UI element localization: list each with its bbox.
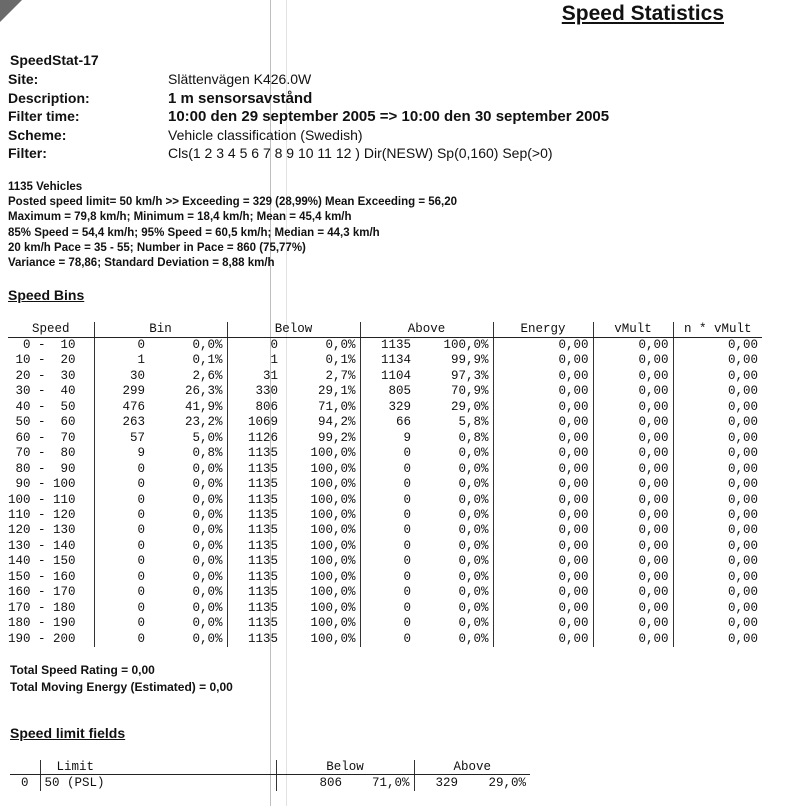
cell-bin-count: 476 [122,399,145,414]
table-row [8,616,762,631]
column-header-below: Below [227,322,360,338]
cell-below-percent: 99,2% [282,431,360,446]
cell-n-vmult: 0,00 [728,569,759,584]
cell-below-count: 1135 [248,523,279,538]
cell-below-percent: 100,0% [282,462,360,477]
cell-energy: 0,00 [493,585,593,600]
cell-above-percent: 0,0% [415,632,493,647]
cell-energy: 0,00 [493,415,593,430]
cell-n-vmult: 0,00 [728,446,759,461]
cell-above-percent: 29,0% [415,400,493,415]
column-header-bin: Bin [94,322,227,338]
cell-limit: 50 (PSL) [40,775,276,792]
cell-speed: 70 - 80 [8,446,94,461]
meta-label: Filter time: [8,108,80,124]
report-title: Speed Statistics [561,2,724,25]
cell-bin-percent: 0,0% [149,585,227,600]
cell-limit-index: 0 [10,775,40,792]
table-row [8,353,762,368]
cell-n-vmult: 0,00 [728,554,759,569]
cell-energy: 0,00 [493,338,593,354]
cell-bin-count: 0 [137,538,145,553]
cell-limit-above-percent: 29,0% [488,776,527,790]
cell-energy: 0,00 [493,446,593,461]
speed-bins-header-row [8,322,762,338]
summary-line: Variance = 78,86; Standard Deviation = 8,88 km/h [8,256,275,269]
column-header-energy: Energy [493,322,593,338]
cell-bin-count: 0 [137,616,145,631]
cell-bin-percent: 0,0% [149,523,227,538]
cell-below-count: 31 [263,368,279,383]
cell-below-percent: 100,0% [282,493,360,508]
cell-energy: 0,00 [493,477,593,492]
cell-energy: 0,00 [493,462,593,477]
report-id: SpeedStat-17 [10,52,99,68]
cell-bin-count: 57 [129,430,145,445]
meta-row [8,126,609,145]
cell-n-vmult: 0,00 [728,368,759,383]
cell-above-count: 0 [403,523,412,538]
totals-block [10,662,233,695]
table-row [8,585,762,600]
cell-speed: 80 - 90 [8,462,94,477]
cell-bin-percent: 0,0% [149,632,227,647]
meta-row [8,89,609,108]
cell-below-count: 1135 [248,616,279,631]
cell-bin-percent: 0,0% [149,493,227,508]
cell-bin-percent: 23,2% [149,415,227,430]
table-row [8,554,762,569]
meta-value: Vehicle classification (Swedish) [168,126,363,143]
cell-above-count: 0 [403,554,412,569]
cell-energy: 0,00 [493,570,593,585]
cell-above-percent: 70,9% [415,384,493,399]
cell-bin-count: 9 [137,446,145,461]
cell-above-percent: 0,0% [415,616,493,631]
cell-above-count: 0 [403,569,412,584]
cell-bin-count: 0 [137,631,145,646]
cell-below-count: 1135 [248,600,279,615]
cell-energy: 0,00 [493,632,593,647]
cell-bin-count: 1 [137,353,145,368]
cell-below-percent: 100,0% [282,632,360,647]
cell-vmult: 0,00 [593,632,673,647]
table-row [8,431,762,446]
speed-limit-header-row [10,760,530,775]
cell-bin-percent: 0,0% [149,462,227,477]
cell-below-percent: 0,0% [282,338,360,354]
cell-n-vmult: 0,00 [728,600,759,615]
cell-below-count: 0 [270,338,279,352]
cell-bin-percent: 0,1% [149,353,227,368]
cell-speed: 120 - 130 [8,523,94,538]
cell-bin-count: 299 [122,384,145,399]
cell-speed: 170 - 180 [8,601,94,616]
cell-bin-percent: 41,9% [149,400,227,415]
cell-n-vmult: 0,00 [728,631,759,646]
cell-bin-percent: 0,8% [149,446,227,461]
meta-value: Slättenvägen K426.0W [168,71,312,87]
meta-value: 10:00 den 29 september 2005 => 10:00 den 30 september 2005 [168,108,610,125]
column-header-speed: Speed [8,322,94,338]
cell-vmult: 0,00 [593,539,673,554]
cell-above-count: 1135 [381,338,412,352]
table-row [8,338,762,354]
total-moving-energy: Total Moving Energy (Estimated) = 0,00 [10,679,233,694]
table-row [8,523,762,538]
cell-above-count: 0 [403,446,412,461]
cell-vmult: 0,00 [593,369,673,384]
meta-value: 1 m sensorsavstånd [168,89,313,107]
cell-energy: 0,00 [493,601,593,616]
cell-vmult: 0,00 [593,508,673,523]
page-corner-mark [0,0,22,22]
cell-below-percent: 100,0% [282,616,360,631]
cell-speed: 0 - 10 [8,338,94,354]
cell-speed: 20 - 30 [8,369,94,384]
cell-energy: 0,00 [493,554,593,569]
cell-bin-percent: 2,6% [149,369,227,384]
cell-vmult: 0,00 [593,585,673,600]
cell-bin-count: 263 [122,415,145,430]
cell-speed: 190 - 200 [8,632,94,647]
cell-below-percent: 100,0% [282,585,360,600]
column-header-limit-above: Above [414,760,530,775]
cell-energy: 0,00 [493,539,593,554]
cell-bin-percent: 0,0% [149,508,227,523]
cell-above-count: 0 [403,585,412,600]
speed-limit-table [10,760,530,791]
meta-label: Filter: [8,145,47,161]
cell-vmult: 0,00 [593,477,673,492]
cell-n-vmult: 0,00 [728,477,759,492]
cell-above-count: 0 [403,507,412,522]
cell-above-percent: 99,9% [415,353,493,368]
cell-n-vmult: 0,00 [728,384,759,399]
cell-below-count: 1135 [248,569,279,584]
cell-bin-count: 0 [137,492,145,507]
cell-limit-below-count: 806 [319,776,342,790]
cell-below-count: 1135 [248,538,279,553]
cell-above-count: 66 [396,415,412,430]
cell-speed: 90 - 100 [8,477,94,492]
cell-limit-below-percent: 71,0% [346,775,414,792]
cell-below-percent: 100,0% [282,539,360,554]
speed-bins-heading: Speed Bins [8,287,85,303]
cell-vmult: 0,00 [593,554,673,569]
cell-above-count: 1134 [381,353,412,368]
column-header-limit-below: Below [276,760,414,775]
cell-vmult: 0,00 [593,446,673,461]
cell-bin-count: 0 [137,554,145,569]
cell-speed: 50 - 60 [8,415,94,430]
cell-above-percent: 100,0% [415,338,493,354]
cell-above-count: 329 [388,399,412,414]
cell-above-percent: 0,0% [415,585,493,600]
cell-above-count: 0 [403,538,412,553]
cell-n-vmult: 0,00 [728,616,759,631]
cell-below-percent: 100,0% [282,508,360,523]
cell-energy: 0,00 [493,616,593,631]
cell-energy: 0,00 [493,400,593,415]
cell-energy: 0,00 [493,508,593,523]
cell-speed: 60 - 70 [8,431,94,446]
cell-speed: 180 - 190 [8,616,94,631]
cell-energy: 0,00 [493,493,593,508]
table-row [8,632,762,647]
cell-n-vmult: 0,00 [728,585,759,600]
cell-bin-count: 0 [137,600,145,615]
cell-below-percent: 100,0% [282,523,360,538]
cell-below-count: 806 [255,399,279,414]
column-header-limit: Limit [40,760,276,775]
cell-above-percent: 0,0% [415,554,493,569]
table-row [8,493,762,508]
cell-n-vmult: 0,00 [728,353,759,368]
cell-above-count: 9 [403,430,412,445]
cell-above-percent: 0,0% [415,462,493,477]
cell-below-count: 1135 [248,477,279,492]
cell-vmult: 0,00 [593,415,673,430]
cell-bin-count: 0 [137,477,145,492]
cell-n-vmult: 0,00 [728,523,759,538]
cell-energy: 0,00 [493,523,593,538]
cell-bin-percent: 0,0% [149,570,227,585]
cell-below-count: 1135 [248,446,279,461]
cell-below-percent: 29,1% [282,384,360,399]
cell-above-count: 0 [403,616,412,631]
summary-line: 1135 Vehicles [8,181,83,193]
cell-above-count: 0 [403,631,412,646]
cell-speed: 140 - 150 [8,554,94,569]
cell-above-percent: 0,0% [415,523,493,538]
cell-below-count: 330 [255,384,279,399]
cell-bin-count: 0 [137,461,145,476]
cell-n-vmult: 0,00 [728,461,759,476]
cell-speed: 30 - 40 [8,384,94,399]
cell-above-percent: 0,8% [415,431,493,446]
cell-above-count: 0 [403,477,412,492]
cell-energy: 0,00 [493,369,593,384]
cell-bin-percent: 26,3% [149,384,227,399]
cell-bin-count: 0 [137,569,145,584]
summary-line: Posted speed limit= 50 km/h >> Exceeding = 329 (28,99%) Mean Exceeding = 56,20 [8,196,458,209]
cell-below-percent: 0,1% [282,353,360,368]
cell-vmult: 0,00 [593,523,673,538]
table-row [8,462,762,477]
cell-above-percent: 0,0% [415,493,493,508]
table-row [8,369,762,384]
cell-above-count: 805 [388,384,412,399]
cell-energy: 0,00 [493,431,593,446]
table-row [8,415,762,430]
cell-bin-count: 0 [137,585,145,600]
cell-speed: 10 - 20 [8,353,94,368]
cell-vmult: 0,00 [593,570,673,585]
cell-below-count: 1135 [248,554,279,569]
cell-vmult: 0,00 [593,462,673,477]
table-row [10,775,530,792]
cell-bin-count: 30 [129,368,145,383]
cell-vmult: 0,00 [593,338,673,354]
table-row [8,570,762,585]
cell-above-percent: 0,0% [415,477,493,492]
cell-bin-percent: 0,0% [149,554,227,569]
cell-n-vmult: 0,00 [728,538,759,553]
cell-below-count: 1135 [248,507,279,522]
cell-vmult: 0,00 [593,493,673,508]
cell-above-percent: 0,0% [415,508,493,523]
cell-bin-percent: 0,0% [149,616,227,631]
cell-speed: 150 - 160 [8,570,94,585]
cell-below-percent: 2,7% [282,369,360,384]
cell-energy: 0,00 [493,353,593,368]
cell-above-percent: 5,8% [415,415,493,430]
cell-n-vmult: 0,00 [728,492,759,507]
cell-speed: 130 - 140 [8,539,94,554]
meta-value: Cls(1 2 3 4 5 6 7 8 9 10 11 12 ) Dir(NESW) Sp(0,160) Sep(>0) [168,145,553,161]
cell-speed: 100 - 110 [8,493,94,508]
cell-below-count: 1 [270,353,279,368]
cell-below-percent: 100,0% [282,554,360,569]
summary-line: 20 km/h Pace = 35 - 55; Number in Pace = 860 (75,77%) [8,241,306,254]
cell-below-percent: 100,0% [282,601,360,616]
cell-speed: 40 - 50 [8,400,94,415]
cell-above-percent: 0,0% [415,570,493,585]
table-row [8,601,762,616]
cell-bin-percent: 0,0% [149,601,227,616]
speed-limit-fields-heading: Speed limit fields [10,725,126,741]
statistics-summary [8,180,457,271]
cell-vmult: 0,00 [593,384,673,399]
cell-below-percent: 100,0% [282,570,360,585]
cell-energy: 0,00 [493,384,593,399]
report-meta [8,70,609,163]
cell-below-count: 1135 [248,461,279,476]
cell-n-vmult: 0,00 [728,430,759,445]
cell-bin-percent: 0,0% [149,477,227,492]
table-row [8,384,762,399]
cell-vmult: 0,00 [593,601,673,616]
cell-below-count: 1135 [248,631,279,646]
summary-line: Maximum = 79,8 km/h; Minimum = 18,4 km/h; Mean = 45,4 km/h [8,211,352,224]
cell-below-percent: 94,2% [282,415,360,430]
cell-above-percent: 0,0% [415,539,493,554]
cell-n-vmult: 0,00 [728,399,759,414]
cell-bin-percent: 0,0% [149,539,227,554]
meta-row [8,107,609,126]
cell-below-count: 1135 [248,492,279,507]
cell-bin-percent: 5,0% [149,431,227,446]
column-header-above: Above [360,322,493,338]
cell-n-vmult: 0,00 [728,415,759,430]
meta-row [8,70,609,89]
cell-speed: 160 - 170 [8,585,94,600]
cell-above-percent: 0,0% [415,446,493,461]
cell-bin-count: 0 [137,338,145,352]
cell-above-percent: 0,0% [415,601,493,616]
meta-label: Scheme: [8,126,67,143]
table-row [8,477,762,492]
cell-bin-percent: 0,0% [149,338,227,354]
cell-below-count: 1069 [248,415,279,430]
meta-label: Description: [8,89,90,106]
cell-n-vmult: 0,00 [728,507,759,522]
cell-below-count: 1126 [248,430,279,445]
cell-below-percent: 100,0% [282,446,360,461]
cell-above-count: 0 [403,461,412,476]
cell-vmult: 0,00 [593,400,673,415]
speed-bins-table [8,322,762,647]
table-row [8,508,762,523]
table-row [8,446,762,461]
cell-below-percent: 71,0% [282,400,360,415]
cell-bin-count: 0 [137,523,145,538]
column-header-vmult: vMult [593,322,673,338]
cell-vmult: 0,00 [593,616,673,631]
summary-line: 85% Speed = 54,4 km/h; 95% Speed = 60,5 km/h; Median = 44,3 km/h [8,226,380,239]
cell-bin-count: 0 [137,507,145,522]
meta-row [8,144,609,163]
column-header-n-vmult: n * vMult [673,322,762,338]
table-row [8,400,762,415]
total-speed-rating: Total Speed Rating = 0,00 [10,663,155,677]
cell-above-count: 1104 [381,368,412,383]
cell-limit-above-count: 329 [435,776,459,790]
cell-vmult: 0,00 [593,431,673,446]
cell-speed: 110 - 120 [8,508,94,523]
cell-vmult: 0,00 [593,353,673,368]
cell-below-percent: 100,0% [282,477,360,492]
cell-above-count: 0 [403,600,412,615]
cell-below-count: 1135 [248,585,279,600]
meta-label: Site: [8,71,39,87]
table-row [8,539,762,554]
cell-above-count: 0 [403,492,412,507]
cell-n-vmult: 0,00 [728,338,759,352]
cell-above-percent: 97,3% [415,369,493,384]
